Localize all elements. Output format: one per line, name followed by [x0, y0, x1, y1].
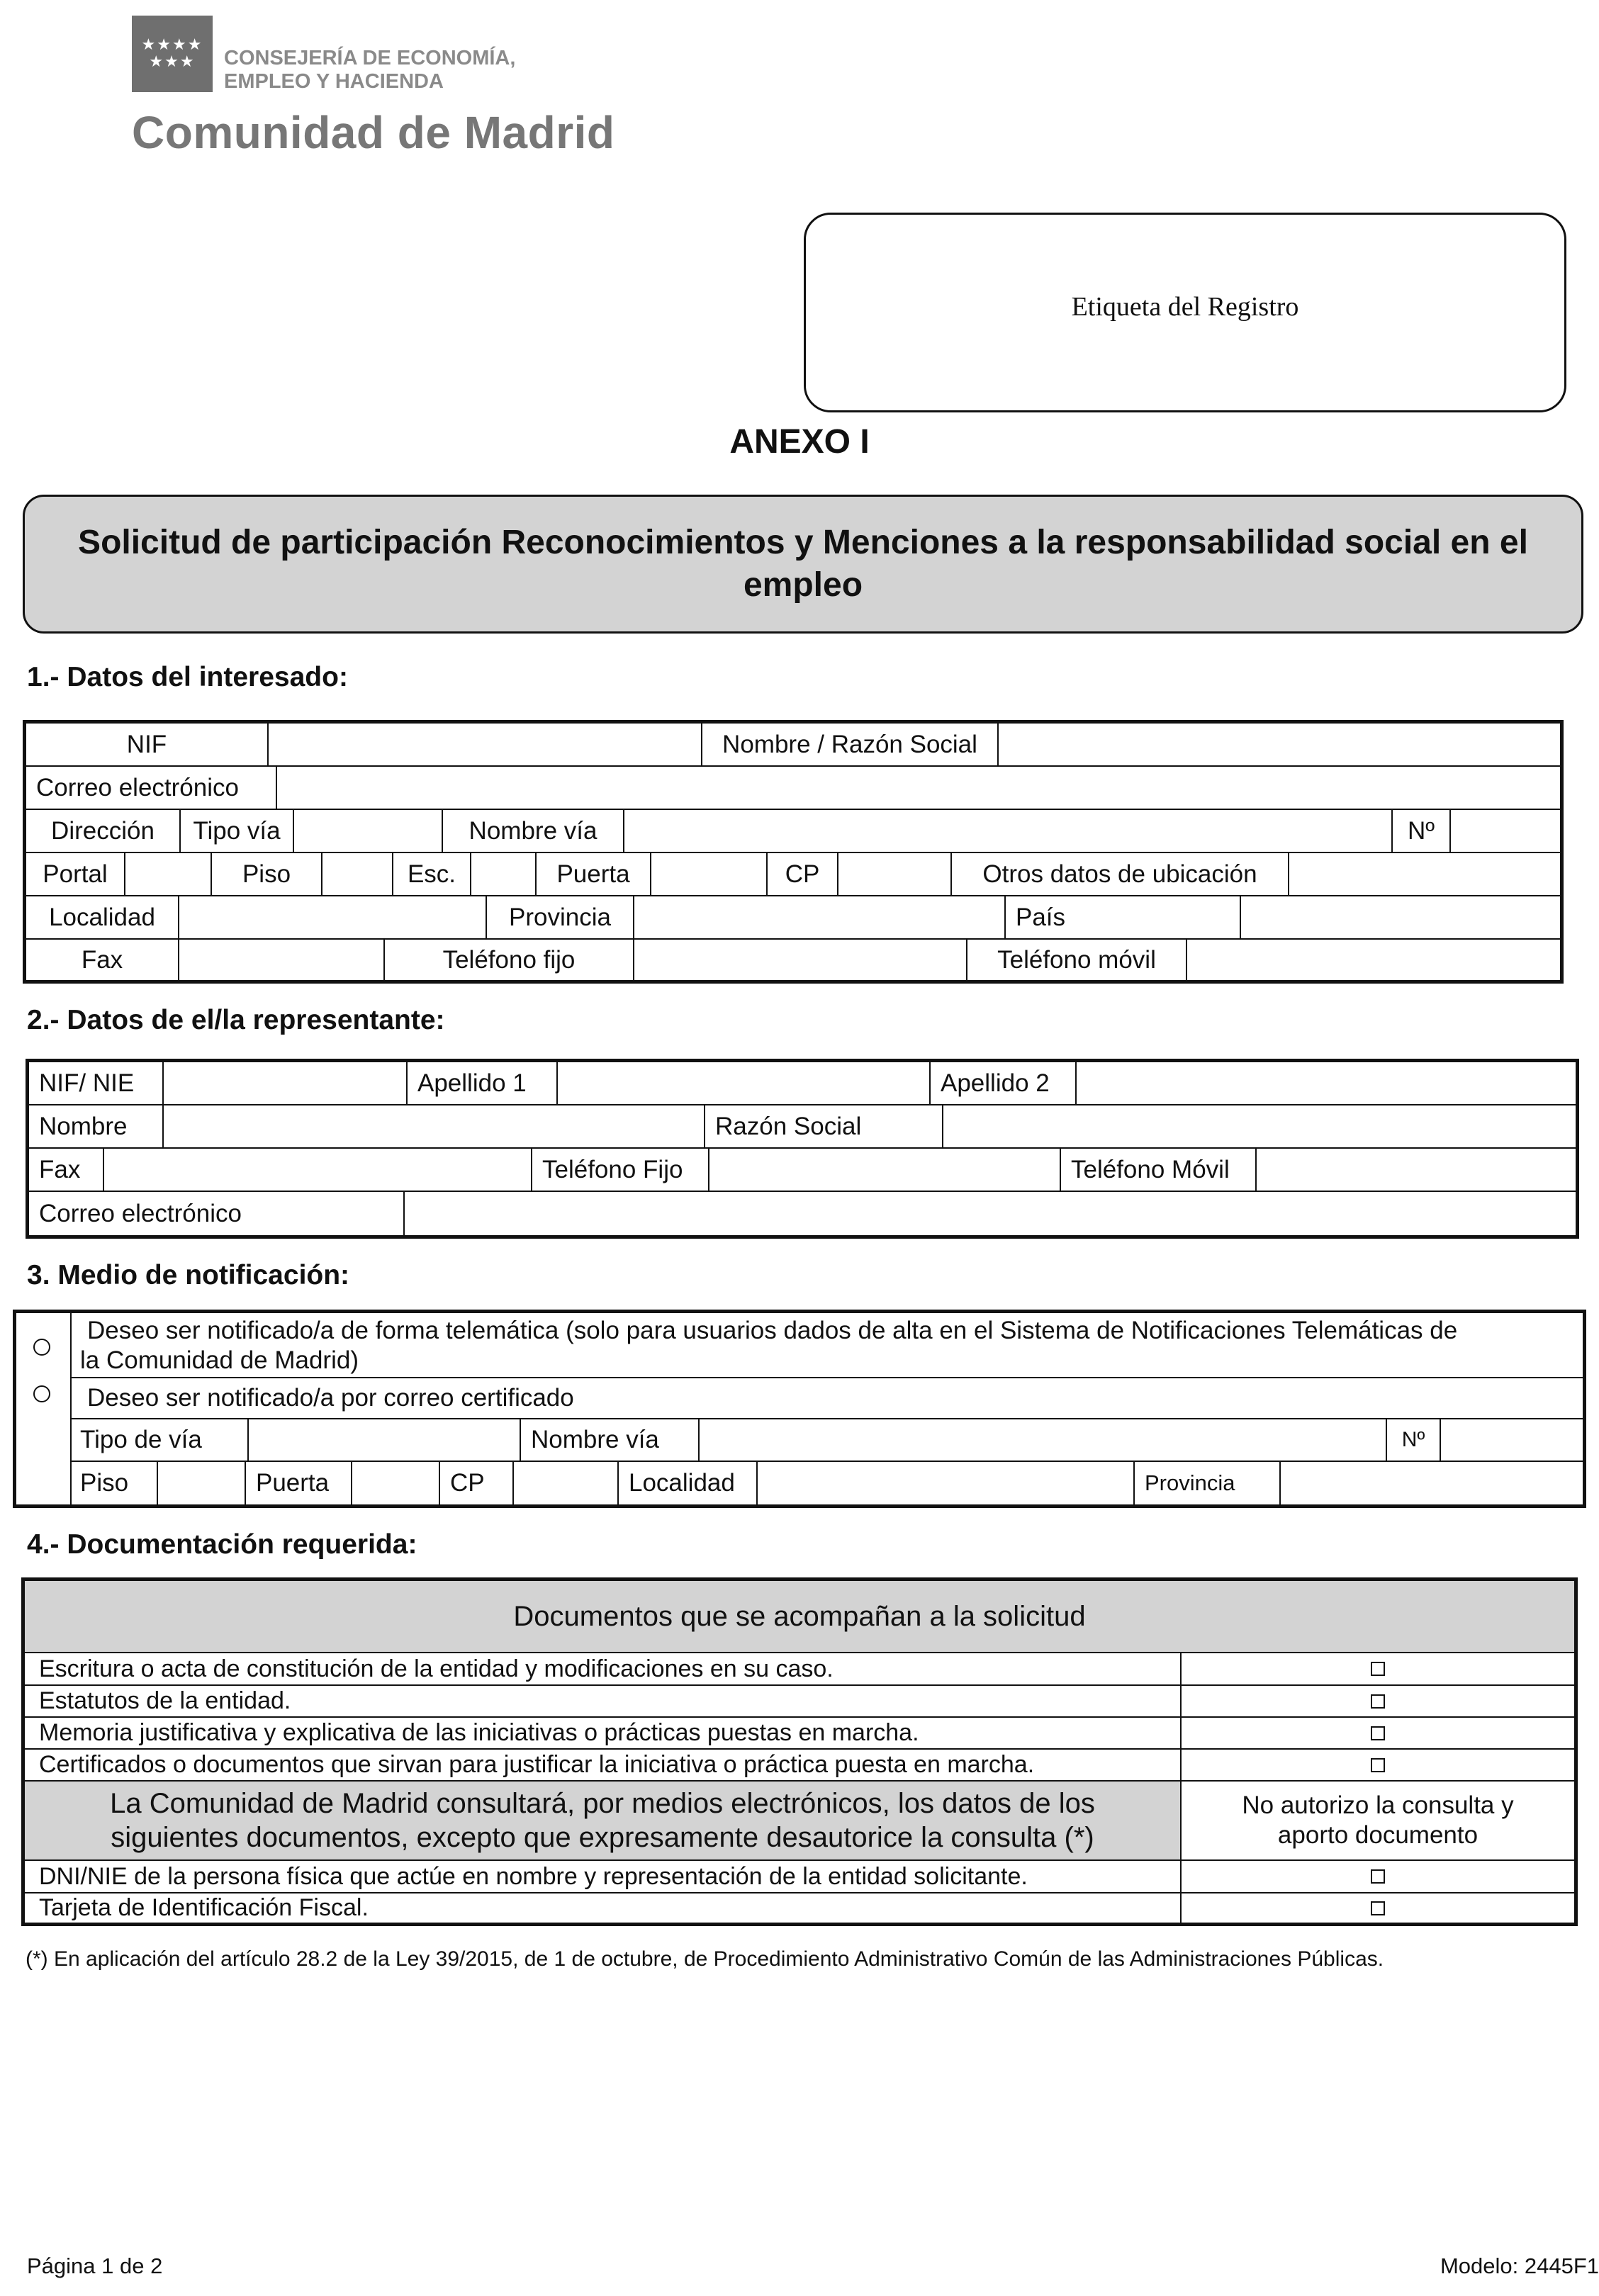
- surname2-field[interactable]: [1077, 1062, 1576, 1104]
- table-row: [29, 1105, 1576, 1149]
- floor-label: Piso: [212, 853, 322, 895]
- section3-title: 3. Medio de notificación:: [27, 1260, 350, 1290]
- street-name-label: Nombre vía: [443, 810, 624, 852]
- rep-nif-field[interactable]: [164, 1062, 408, 1104]
- telematic-option[interactable]: Deseo ser notificado/a de forma telemática (solo para usuarios dados de alta en el Sistema de Notificaciones Telemáticas de la Comunidad de Madrid): [70, 1313, 1583, 1378]
- notif-street-type-field[interactable]: [249, 1419, 521, 1461]
- certified-mail-option[interactable]: Deseo ser notificado/a por correo certificado: [70, 1378, 1583, 1419]
- table-row: [70, 1462, 1583, 1504]
- madrid-flag-icon: [132, 16, 213, 92]
- nif-label: NIF: [26, 724, 269, 765]
- department-name: CONSEJERÍA DE ECONOMÍA, EMPLEO Y HACIENDA: [224, 47, 516, 93]
- door-label: Puerta: [537, 853, 651, 895]
- registry-label: Etiqueta del Registro: [1071, 292, 1299, 322]
- table-row: [26, 940, 1560, 980]
- rep-mobile-field[interactable]: [1257, 1149, 1576, 1191]
- list-item: Escritura o acta de constitución de la entidad y modificaciones en su caso.: [25, 1653, 1574, 1686]
- notif-street-name-label: Nombre vía: [521, 1419, 700, 1461]
- table-row: [26, 896, 1560, 940]
- no-authorize-header: No autorizo la consulta y aporto documento: [1180, 1782, 1574, 1859]
- consult-header: La Comunidad de Madrid consultará, por medios electrónicos, los datos de los siguientes documentos, excepto que expresamente desautorice la consulta (*): [110, 1788, 1095, 1853]
- no-authorize-checkbox[interactable]: [1371, 1901, 1385, 1915]
- notif-province-field[interactable]: [1281, 1462, 1583, 1504]
- locality-field[interactable]: [179, 896, 487, 938]
- country-field[interactable]: [1241, 896, 1560, 938]
- fax-field[interactable]: [179, 940, 385, 980]
- notif-street-type-label: Tipo de vía: [70, 1419, 249, 1461]
- number-label: Nº: [1393, 810, 1451, 852]
- table-row: [26, 767, 1560, 810]
- portal-label: Portal: [26, 853, 125, 895]
- section2-title: 2.- Datos de el/la representante:: [27, 1005, 445, 1035]
- representative-data-table: [26, 1059, 1579, 1239]
- notif-number-field[interactable]: [1441, 1419, 1583, 1461]
- rep-email-field[interactable]: [405, 1192, 1576, 1235]
- postcode-label: CP: [768, 853, 838, 895]
- table-row: [70, 1419, 1583, 1462]
- list-item: DNI/NIE de la persona física que actúe en nombre y representación de la entidad solicitante.: [25, 1861, 1574, 1893]
- document-checkbox[interactable]: [1371, 1758, 1385, 1772]
- model-code: Modelo: 2445F1: [1440, 2253, 1599, 2278]
- section1-title: 1.- Datos del interesado:: [27, 662, 348, 692]
- locality-label: Localidad: [26, 896, 179, 938]
- rep-mobile-label: Teléfono Móvil: [1061, 1149, 1257, 1191]
- rep-name-field[interactable]: [164, 1105, 705, 1147]
- stair-field[interactable]: [471, 853, 537, 895]
- no-authorize-checkbox[interactable]: [1371, 1869, 1385, 1884]
- notif-number-label: Nº: [1387, 1419, 1441, 1461]
- surname1-field[interactable]: [558, 1062, 931, 1104]
- province-label: Provincia: [487, 896, 634, 938]
- footnote: (*) En aplicación del artículo 28.2 de la Ley 39/2015, de 1 de octubre, de Procedimiento Administrativo Común de las Administraciones Públicas.: [26, 1947, 1384, 1971]
- name-label: Nombre / Razón Social: [702, 724, 999, 765]
- table-row: [29, 1192, 1576, 1235]
- notif-floor-field[interactable]: [158, 1462, 246, 1504]
- stair-label: Esc.: [393, 853, 471, 895]
- consult-header-row: [25, 1782, 1574, 1861]
- street-type-field[interactable]: [294, 810, 443, 852]
- company-name-label: Razón Social: [705, 1105, 943, 1147]
- notif-door-label: Puerta: [246, 1462, 352, 1504]
- other-location-label: Otros datos de ubicación: [952, 853, 1289, 895]
- list-item: Tarjeta de Identificación Fiscal.: [25, 1893, 1574, 1923]
- annex-title: ANEXO I: [729, 423, 870, 461]
- logo-stars: ★★★★ ★★★: [141, 36, 203, 71]
- table-row: [29, 1149, 1576, 1192]
- list-item: Estatutos de la entidad.: [25, 1686, 1574, 1718]
- table-row: [26, 810, 1560, 853]
- rep-email-label: Correo electrónico: [29, 1192, 405, 1235]
- registry-label-box: [804, 213, 1566, 412]
- notif-locality-label: Localidad: [619, 1462, 758, 1504]
- floor-field[interactable]: [322, 853, 393, 895]
- notif-postcode-field[interactable]: [514, 1462, 619, 1504]
- notif-locality-field[interactable]: [758, 1462, 1135, 1504]
- document-checkbox[interactable]: [1371, 1726, 1385, 1740]
- rep-landline-field[interactable]: [709, 1149, 1061, 1191]
- rep-fax-label: Fax: [29, 1149, 104, 1191]
- certified-mail-radio[interactable]: [33, 1385, 50, 1402]
- table-row: [26, 853, 1560, 896]
- institution-name: Comunidad de Madrid: [132, 107, 615, 158]
- door-field[interactable]: [651, 853, 768, 895]
- surname1-label: Apellido 1: [408, 1062, 558, 1104]
- other-location-field[interactable]: [1289, 853, 1560, 895]
- nif-field[interactable]: [269, 724, 702, 765]
- street-name-field[interactable]: [624, 810, 1393, 852]
- rep-landline-label: Teléfono Fijo: [532, 1149, 709, 1191]
- street-type-label: Tipo vía: [181, 810, 294, 852]
- province-field[interactable]: [634, 896, 1006, 938]
- name-field[interactable]: [999, 724, 1560, 765]
- table-row: [29, 1062, 1576, 1105]
- page-number: Página 1 de 2: [27, 2253, 163, 2278]
- postcode-field[interactable]: [838, 853, 952, 895]
- form-title: Solicitud de participación Reconocimientos y Menciones a la responsabilidad social en el empleo: [23, 495, 1583, 634]
- rep-name-label: Nombre: [29, 1105, 164, 1147]
- document-checkbox[interactable]: [1371, 1694, 1385, 1709]
- notif-floor-label: Piso: [70, 1462, 158, 1504]
- email-label: Correo electrónico: [26, 767, 277, 809]
- fax-label: Fax: [26, 940, 179, 980]
- portal-field[interactable]: [125, 853, 212, 895]
- document-checkbox[interactable]: [1371, 1662, 1385, 1676]
- company-name-field[interactable]: [943, 1105, 1576, 1147]
- country-label: País: [1006, 896, 1241, 938]
- notif-street-name-field[interactable]: [700, 1419, 1387, 1461]
- list-item: Memoria justificativa y explicativa de las iniciativas o prácticas puestas en marcha.: [25, 1718, 1574, 1750]
- table-row: [26, 724, 1560, 767]
- landline-label: Teléfono fijo: [385, 940, 634, 980]
- address-label: Dirección: [26, 810, 181, 852]
- rep-fax-field[interactable]: [104, 1149, 532, 1191]
- notif-province-label: Provincia: [1135, 1462, 1281, 1504]
- section4-title: 4.- Documentación requerida:: [27, 1529, 417, 1560]
- institution-logo: [132, 16, 671, 158]
- email-field[interactable]: [277, 767, 1560, 809]
- landline-field[interactable]: [634, 940, 967, 980]
- surname2-label: Apellido 2: [931, 1062, 1077, 1104]
- documents-header: Documentos que se acompañan a la solicitud: [25, 1581, 1574, 1653]
- notif-postcode-label: CP: [440, 1462, 514, 1504]
- mobile-label: Teléfono móvil: [967, 940, 1187, 980]
- notification-method-table: [13, 1310, 1586, 1508]
- mobile-field[interactable]: [1187, 940, 1560, 980]
- documents-table: [21, 1577, 1578, 1926]
- rep-nif-label: NIF/ NIE: [29, 1062, 164, 1104]
- applicant-data-table: [23, 720, 1564, 984]
- telematic-radio[interactable]: [33, 1339, 50, 1356]
- notif-door-field[interactable]: [352, 1462, 440, 1504]
- list-item: Certificados o documentos que sirvan para justificar la iniciativa o práctica puesta en marcha.: [25, 1750, 1574, 1782]
- number-field[interactable]: [1451, 810, 1560, 852]
